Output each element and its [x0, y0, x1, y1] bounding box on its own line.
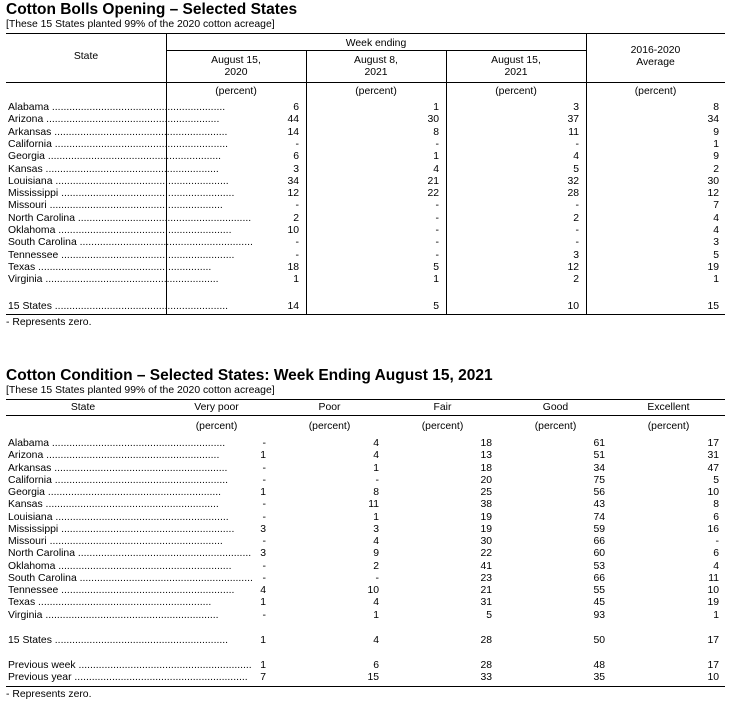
state-label: [8, 672, 248, 684]
table-cell: 28: [480, 635, 492, 646]
condition-unit-label: (percent): [195, 421, 238, 432]
state-label: [8, 102, 226, 114]
table-cell: 4: [713, 560, 719, 572]
table-cell: 15: [367, 672, 379, 684]
state-label: [8, 462, 228, 475]
leader-dots: ............................................................: [46, 536, 223, 547]
table-cell: 22: [480, 548, 492, 560]
table-cell: 10: [567, 301, 579, 312]
table-cell: 2: [713, 163, 719, 175]
condition-state-header: State: [70, 402, 96, 413]
table-cell: 4: [573, 151, 579, 163]
table-cell: 1: [433, 151, 439, 163]
table-cell: 18: [480, 462, 492, 474]
table-cell: -: [262, 462, 266, 474]
leader-dots: ............................................................: [35, 261, 212, 273]
state-label: [8, 225, 232, 237]
table-cell: 18: [287, 261, 299, 273]
leader-dots: ............................................................: [51, 462, 228, 474]
state-label: [8, 188, 235, 200]
table-cell: 1: [713, 274, 719, 286]
condition-bottom-rule: [6, 686, 725, 687]
state-label: [8, 597, 212, 609]
table-cell: -: [262, 438, 266, 449]
state-label: [8, 609, 219, 622]
bolls-week-header: Week ending: [345, 38, 407, 49]
condition-unit-label: (percent): [647, 421, 690, 432]
bolls-col-header: August 15, 2021: [491, 55, 541, 78]
bolls-note: - Represents zero.: [6, 317, 92, 328]
state-label: [8, 560, 232, 573]
table-cell: 3: [573, 249, 579, 261]
table-cell: 12: [287, 188, 299, 200]
state-name: 15 States: [8, 301, 52, 312]
table-cell: 55: [593, 585, 605, 596]
table-cell: 34: [593, 462, 605, 474]
table-cell: 21: [427, 175, 439, 187]
state-name: Kansas: [8, 163, 43, 175]
table-cell: 23: [480, 572, 492, 584]
table-cell: 53: [593, 560, 605, 572]
table-cell: 11: [708, 572, 719, 584]
leader-dots: ............................................................: [44, 151, 222, 163]
table-cell: 17: [707, 660, 719, 671]
condition-col-header: Fair: [433, 402, 452, 413]
state-name: Texas: [8, 597, 36, 609]
leader-dots: ............................................................: [42, 499, 219, 511]
table-cell: 37: [567, 114, 579, 126]
table-cell: -: [295, 200, 299, 212]
condition-title: Cotton Condition – Selected States: Week Ending August 15, 2021: [6, 367, 493, 384]
leader-dots: ............................................................: [55, 560, 232, 572]
table-cell: -: [295, 138, 299, 150]
state-label: [8, 572, 253, 585]
bolls-col-divider: [586, 33, 587, 314]
table-cell: 1: [713, 609, 719, 621]
table-cell: 11: [568, 126, 579, 138]
state-label: [8, 151, 222, 163]
table-cell: 5: [433, 301, 439, 312]
table-cell: 1: [260, 450, 266, 462]
state-name: Tennessee: [8, 585, 59, 596]
table-cell: 2: [373, 560, 379, 572]
state-label: [8, 499, 219, 511]
leader-dots: ............................................................: [42, 163, 219, 175]
bolls-header-rule: [6, 82, 725, 83]
state-label: [8, 114, 220, 126]
table-cell: 1: [373, 511, 379, 523]
state-label: [8, 301, 229, 313]
table-cell: 30: [707, 175, 719, 187]
leader-dots: ............................................................: [75, 660, 252, 671]
table-cell: 35: [593, 672, 605, 684]
condition-subtitle: [These 15 States planted 99% of the 2020 cotton acreage]: [6, 385, 275, 396]
table-cell: 9: [713, 126, 719, 138]
table-cell: 2: [293, 212, 299, 224]
table-cell: 59: [593, 523, 605, 535]
state-label: [8, 126, 228, 139]
leader-dots: ............................................................: [76, 572, 253, 584]
state-name: Louisiana: [8, 175, 53, 187]
table-cell: 4: [713, 212, 719, 224]
table-cell: 1: [713, 138, 719, 150]
table-cell: 12: [707, 188, 719, 200]
table-cell: -: [262, 511, 266, 523]
table-cell: 31: [480, 597, 492, 609]
state-label: [8, 175, 229, 188]
state-name: North Carolina: [8, 212, 75, 224]
state-label: [8, 511, 229, 524]
state-name: Georgia: [8, 487, 45, 498]
table-cell: 10: [707, 672, 719, 684]
table-cell: 17: [707, 635, 719, 646]
table-cell: 11: [368, 499, 379, 511]
table-cell: 8: [713, 499, 719, 511]
table-cell: 9: [373, 548, 379, 560]
leader-dots: ............................................................: [76, 237, 253, 249]
table-cell: 10: [367, 585, 379, 596]
table-cell: 60: [593, 548, 605, 560]
table-cell: -: [435, 249, 439, 261]
state-name: Arkansas: [8, 462, 52, 474]
table-cell: 8: [433, 126, 439, 138]
leader-dots: ............................................................: [75, 548, 252, 560]
table-cell: 19: [707, 261, 719, 273]
table-cell: 34: [707, 114, 719, 126]
bolls-unit-label: (percent): [355, 86, 397, 97]
table-cell: 19: [707, 597, 719, 609]
table-cell: -: [575, 138, 579, 150]
table-cell: -: [575, 237, 579, 249]
table-cell: 3: [373, 523, 379, 535]
table-cell: 66: [593, 572, 605, 584]
table-cell: -: [262, 609, 266, 621]
table-cell: 4: [260, 585, 266, 596]
leader-dots: ............................................................: [44, 487, 222, 498]
table-cell: 13: [480, 450, 492, 462]
table-cell: 38: [480, 499, 492, 511]
table-cell: 22: [427, 188, 439, 200]
table-cell: 4: [373, 450, 379, 462]
table-cell: 6: [713, 548, 719, 560]
leader-dots: ............................................................: [51, 635, 229, 646]
state-name: Kansas: [8, 499, 43, 511]
bolls-bottom-rule: [6, 314, 725, 315]
table-cell: 5: [486, 609, 492, 621]
table-cell: 3: [260, 548, 266, 560]
state-name: Louisiana: [8, 511, 53, 523]
leader-dots: ............................................................: [35, 597, 212, 609]
leader-dots: ............................................................: [51, 126, 228, 138]
condition-col-header: Good: [542, 402, 569, 413]
table-cell: 33: [480, 672, 492, 684]
state-name: Texas: [8, 261, 36, 273]
state-label: [8, 274, 219, 286]
table-cell: 32: [567, 175, 579, 187]
table-cell: 7: [713, 200, 719, 212]
table-cell: -: [295, 249, 299, 261]
table-cell: 25: [480, 487, 492, 498]
table-cell: -: [435, 237, 439, 249]
leader-dots: ............................................................: [42, 274, 219, 286]
state-name: Oklahoma: [8, 560, 56, 572]
state-label: [8, 450, 220, 462]
table-cell: 7: [260, 672, 266, 684]
state-label: [8, 163, 219, 176]
state-name: Mississippi: [8, 188, 59, 200]
table-cell: 18: [480, 438, 492, 449]
table-cell: -: [262, 572, 266, 584]
table-cell: 61: [593, 438, 605, 449]
table-cell: 5: [433, 261, 439, 273]
table-cell: -: [435, 138, 439, 150]
leader-dots: ............................................................: [43, 450, 220, 462]
state-label: [8, 660, 252, 672]
bolls-col-header: August 8, 2021: [354, 55, 398, 78]
table-cell: 51: [593, 450, 605, 462]
state-label: [8, 487, 222, 499]
state-label: [8, 585, 235, 597]
condition-col-header: Very poor: [194, 402, 239, 413]
table-cell: -: [375, 572, 379, 584]
state-name: Alabama: [8, 102, 50, 113]
table-cell: 30: [480, 536, 492, 547]
state-name: South Carolina: [8, 572, 77, 584]
table-cell: 48: [593, 660, 605, 671]
state-name: Previous year: [8, 672, 72, 684]
bolls-col-header: August 15, 2020: [211, 55, 261, 78]
leader-dots: ............................................................: [43, 114, 220, 126]
table-cell: -: [262, 474, 266, 486]
bolls-unit-label: (percent): [634, 86, 677, 97]
table-cell: 2: [573, 212, 579, 224]
table-cell: 34: [287, 175, 299, 187]
condition-header-rule: [6, 415, 725, 416]
bolls-title: Cotton Bolls Opening – Selected States: [6, 1, 298, 18]
table-cell: 1: [433, 102, 439, 113]
state-name: Oklahoma: [8, 225, 56, 236]
state-label: [8, 261, 212, 274]
table-cell: 44: [287, 114, 299, 126]
table-cell: 3: [260, 523, 266, 535]
table-cell: 17: [707, 438, 719, 449]
table-cell: -: [435, 212, 439, 224]
table-cell: 4: [373, 635, 379, 646]
table-cell: 56: [593, 487, 605, 498]
table-cell: 15: [707, 301, 719, 312]
state-name: Arizona: [8, 450, 44, 462]
leader-dots: ............................................................: [58, 585, 235, 596]
table-cell: 66: [593, 536, 605, 547]
state-name: Tennessee: [8, 249, 59, 261]
table-cell: 14: [287, 301, 299, 312]
bolls-col-header: 2016-2020 Average: [630, 45, 681, 68]
state-label: [8, 536, 223, 548]
table-cell: -: [375, 474, 379, 486]
table-cell: 1: [260, 487, 266, 498]
leader-dots: ............................................................: [42, 609, 219, 621]
bolls-unit-label: (percent): [495, 86, 537, 97]
leader-dots: ............................................................: [46, 200, 223, 212]
table-cell: 6: [713, 511, 719, 523]
table-cell: 8: [373, 487, 379, 498]
state-label: [8, 249, 235, 262]
condition-col-header: Poor: [318, 402, 341, 413]
table-cell: 2: [573, 274, 579, 286]
table-cell: -: [435, 200, 439, 212]
table-cell: 1: [260, 660, 266, 671]
table-cell: -: [715, 536, 719, 547]
table-cell: 1: [260, 597, 266, 609]
table-cell: 10: [707, 487, 719, 498]
leader-dots: ............................................................: [49, 438, 226, 449]
state-name: Arizona: [8, 114, 44, 126]
table-cell: 5: [713, 249, 719, 261]
table-cell: -: [575, 225, 579, 236]
table-cell: -: [575, 200, 579, 212]
table-cell: 4: [433, 163, 439, 175]
state-name: Alabama: [8, 438, 50, 449]
leader-dots: ............................................................: [58, 249, 235, 261]
table-cell: -: [262, 499, 266, 511]
table-cell: 93: [593, 609, 605, 621]
state-label: [8, 548, 252, 560]
table-cell: 5: [713, 474, 719, 486]
bolls-unit-label: (percent): [215, 86, 257, 97]
state-label: [8, 635, 229, 647]
table-cell: -: [435, 225, 439, 236]
leader-dots: ............................................................: [58, 188, 235, 200]
state-label: [8, 237, 253, 249]
state-label: [8, 438, 226, 450]
state-name: Missouri: [8, 200, 47, 212]
condition-unit-label: (percent): [421, 421, 464, 432]
table-cell: 6: [293, 102, 299, 113]
condition-unit-label: (percent): [308, 421, 351, 432]
table-cell: -: [262, 560, 266, 572]
condition-col-header: Excellent: [647, 402, 690, 413]
state-name: Arkansas: [8, 126, 52, 138]
leader-dots: ............................................................: [75, 212, 252, 224]
table-cell: 9: [713, 151, 719, 163]
table-cell: 43: [593, 499, 605, 511]
table-cell: -: [262, 536, 266, 547]
bolls-state-header: State: [73, 51, 99, 62]
state-name: Mississippi: [8, 523, 59, 535]
table-cell: 4: [713, 225, 719, 236]
leader-dots: ............................................................: [51, 301, 229, 312]
leader-dots: ............................................................: [51, 138, 229, 150]
table-cell: 6: [293, 151, 299, 163]
leader-dots: ............................................................: [51, 474, 229, 486]
table-cell: 10: [707, 585, 719, 596]
table-cell: 45: [593, 597, 605, 609]
table-cell: 20: [480, 474, 492, 486]
table-cell: 4: [373, 536, 379, 547]
state-label: [8, 212, 252, 225]
condition-unit-label: (percent): [534, 421, 577, 432]
table-cell: 3: [713, 237, 719, 249]
table-cell: 1: [373, 462, 379, 474]
table-cell: 47: [707, 462, 719, 474]
state-label: [8, 474, 229, 487]
table-cell: 12: [567, 261, 579, 273]
leader-dots: ............................................................: [49, 102, 226, 113]
state-name: Virginia: [8, 609, 43, 621]
table-cell: 31: [707, 450, 719, 462]
table-cell: 28: [480, 660, 492, 671]
leader-dots: ............................................................: [52, 511, 229, 523]
state-label: [8, 138, 229, 151]
table-cell: -: [295, 237, 299, 249]
table-cell: 28: [567, 188, 579, 200]
table-cell: 1: [433, 274, 439, 286]
table-cell: 16: [707, 523, 719, 535]
leader-dots: ............................................................: [58, 523, 235, 535]
condition-note: - Represents zero.: [6, 689, 92, 700]
state-name: Virginia: [8, 274, 43, 286]
table-cell: 3: [573, 102, 579, 113]
table-cell: 1: [293, 274, 299, 286]
bolls-subtitle: [These 15 States planted 99% of the 2020 cotton acreage]: [6, 19, 275, 30]
table-cell: 10: [287, 225, 299, 236]
state-name: South Carolina: [8, 237, 77, 249]
table-cell: 3: [293, 163, 299, 175]
table-cell: 21: [480, 585, 492, 596]
condition-top-rule: [6, 399, 725, 400]
table-cell: 8: [713, 102, 719, 113]
state-name: Missouri: [8, 536, 47, 547]
leader-dots: ............................................................: [55, 225, 232, 236]
table-cell: 4: [373, 438, 379, 449]
table-cell: 4: [373, 597, 379, 609]
bolls-top-rule: [6, 33, 725, 34]
table-cell: 1: [260, 635, 266, 646]
state-name: California: [8, 474, 52, 486]
state-name: Previous week: [8, 660, 76, 671]
state-name: 15 States: [8, 635, 52, 646]
table-cell: 5: [573, 163, 579, 175]
table-cell: 30: [427, 114, 439, 126]
state-name: Georgia: [8, 151, 45, 163]
state-label: [8, 200, 223, 212]
bolls-week-rule: [166, 50, 586, 51]
table-cell: 6: [373, 660, 379, 671]
table-cell: 19: [480, 511, 492, 523]
state-name: North Carolina: [8, 548, 75, 560]
table-cell: 1: [373, 609, 379, 621]
table-cell: 19: [480, 523, 492, 535]
table-cell: 50: [593, 635, 605, 646]
leader-dots: ............................................................: [71, 672, 248, 684]
state-label: [8, 523, 235, 536]
table-cell: 14: [287, 126, 299, 138]
table-cell: 75: [593, 474, 605, 486]
table-cell: 74: [593, 511, 605, 523]
state-name: California: [8, 138, 52, 150]
leader-dots: ............................................................: [52, 175, 229, 187]
table-cell: 41: [480, 560, 492, 572]
